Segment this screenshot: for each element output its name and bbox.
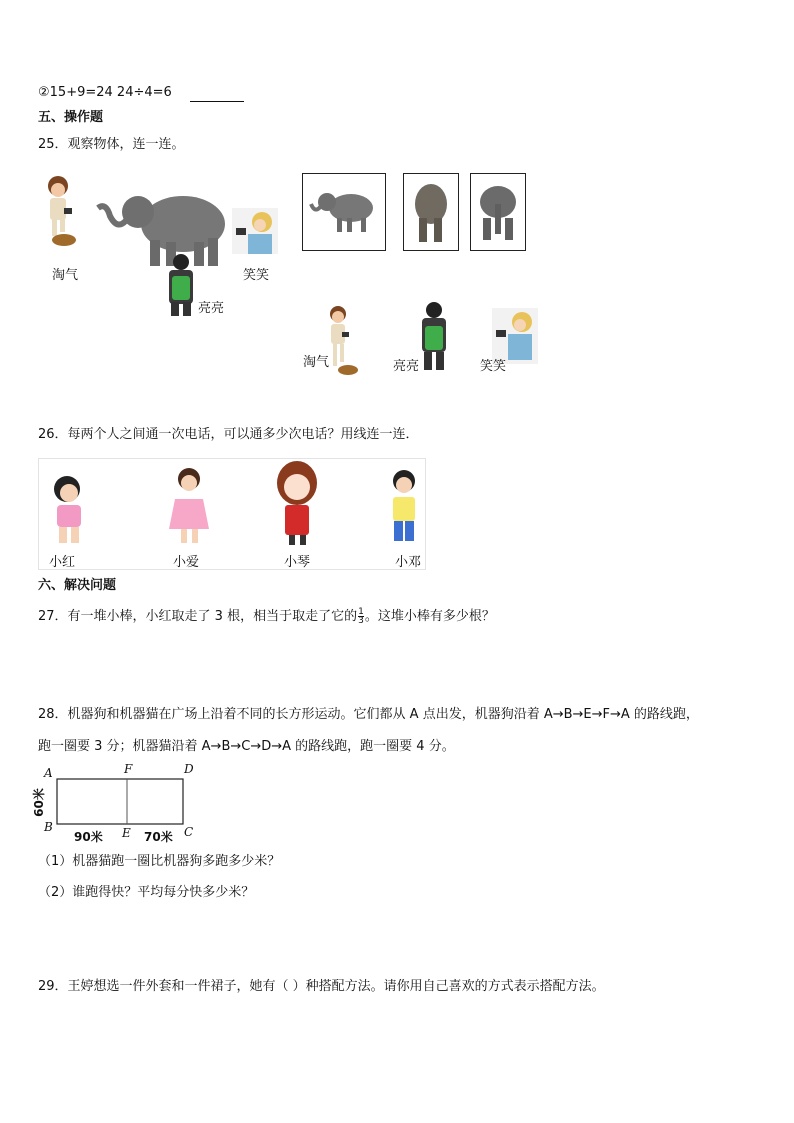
q26-name-xiaodeng: 小邓 [395, 555, 422, 570]
bottom-left-length-label: 90米 [74, 830, 103, 844]
q28-sub2: （2）谁跑得快？平均每分快多少米？ [38, 885, 255, 900]
q28-line1: 28．机器狗和机器猫在广场上沿着不同的长方形运动。它们都从 A 点出发，机器狗沿着 A→B→E→F→A 的路线跑， [38, 707, 699, 722]
section5-heading: 五、操作题 [38, 110, 104, 125]
q26-name-xiaohong: 小红 [49, 555, 76, 570]
q24-line2 [38, 84, 244, 102]
q28-rectangle-diagram [56, 778, 184, 826]
elephant-icon [98, 196, 225, 266]
answer-blank [190, 89, 244, 102]
side-length-label: 60米 [31, 788, 46, 817]
q26-name-xiaoai: 小爱 [173, 555, 200, 570]
q24-expression: 15+9=24 24÷4=6 [49, 85, 172, 100]
blonde-girl-photographer-icon [232, 208, 278, 254]
q25-top-label-liangliang: 亮亮 [198, 301, 225, 316]
xiaohong-girl-icon [54, 476, 81, 543]
view-box-back [403, 173, 459, 251]
xiaodeng-boy-icon [393, 470, 415, 541]
girl-photographer-small-icon [330, 306, 358, 375]
elephant-front-view-icon [471, 174, 525, 250]
q29-text: 29．王婷想选一件外套和一件裙子，她有（ ）种搭配方法。请你用自己喜欢的方式表示搭配方法。 [38, 979, 605, 994]
q25-bottom-label-xiaoxiao: 笑笑 [480, 359, 507, 374]
point-label-e: E [122, 826, 131, 840]
fraction-denominator: 3 [358, 616, 364, 626]
fraction-numerator: 1 [358, 607, 364, 617]
elephant-back-view-icon [404, 174, 458, 250]
q25-bottom-label-liangliang: 亮亮 [393, 359, 420, 374]
section6-heading: 六、解决问题 [38, 578, 117, 593]
q25-top-label-xiaoxiao: 笑笑 [243, 268, 270, 283]
q27-before: 27．有一堆小棒，小红取走了 3 根，相当于取走了它的 [38, 609, 358, 624]
fraction-one-third [358, 608, 364, 625]
q26-children-image [39, 459, 425, 549]
elephant-side-view-icon [303, 174, 385, 250]
q25-scene-image [38, 172, 288, 322]
point-label-d: D [184, 762, 194, 776]
q27-after: 。这堆小棒有多少根？ [364, 609, 495, 624]
girl-photographer-icon [48, 176, 76, 246]
q28-line2: 跑一圈要 3 分；机器猫沿着 A→B→C→D→A 的路线跑，跑一圈要 4 分。 [38, 739, 455, 754]
point-label-b: B [44, 820, 53, 834]
view-box-front [470, 173, 526, 251]
point-label-c: C [184, 825, 194, 839]
q27-text [38, 608, 495, 626]
bottom-right-length-label: 70米 [144, 830, 173, 844]
q26-picture-frame [38, 458, 426, 570]
q25-bottom-label-taoqi: 淘气 [303, 355, 330, 370]
circle-number: ② [38, 85, 50, 100]
q25-bottom-people-image [318, 300, 543, 380]
point-label-a: A [44, 766, 53, 780]
q25-text: 25．观察物体，连一连。 [38, 137, 185, 152]
q26-text: 26．每两个人之间通一次电话，可以通多少次电话？用线连一连． [38, 427, 419, 442]
view-box-side [302, 173, 386, 251]
q26-name-xiaoqin: 小琴 [284, 555, 311, 570]
point-label-f: F [124, 762, 133, 776]
q25-top-label-taoqi: 淘气 [52, 268, 79, 283]
xiaoai-girl-icon [169, 468, 209, 543]
xiaoqin-girl-icon [277, 461, 317, 545]
boy-backpack-small-icon [422, 302, 446, 370]
q28-sub1: （1）机器猫跑一圈比机器狗多跑多少米？ [38, 854, 281, 869]
